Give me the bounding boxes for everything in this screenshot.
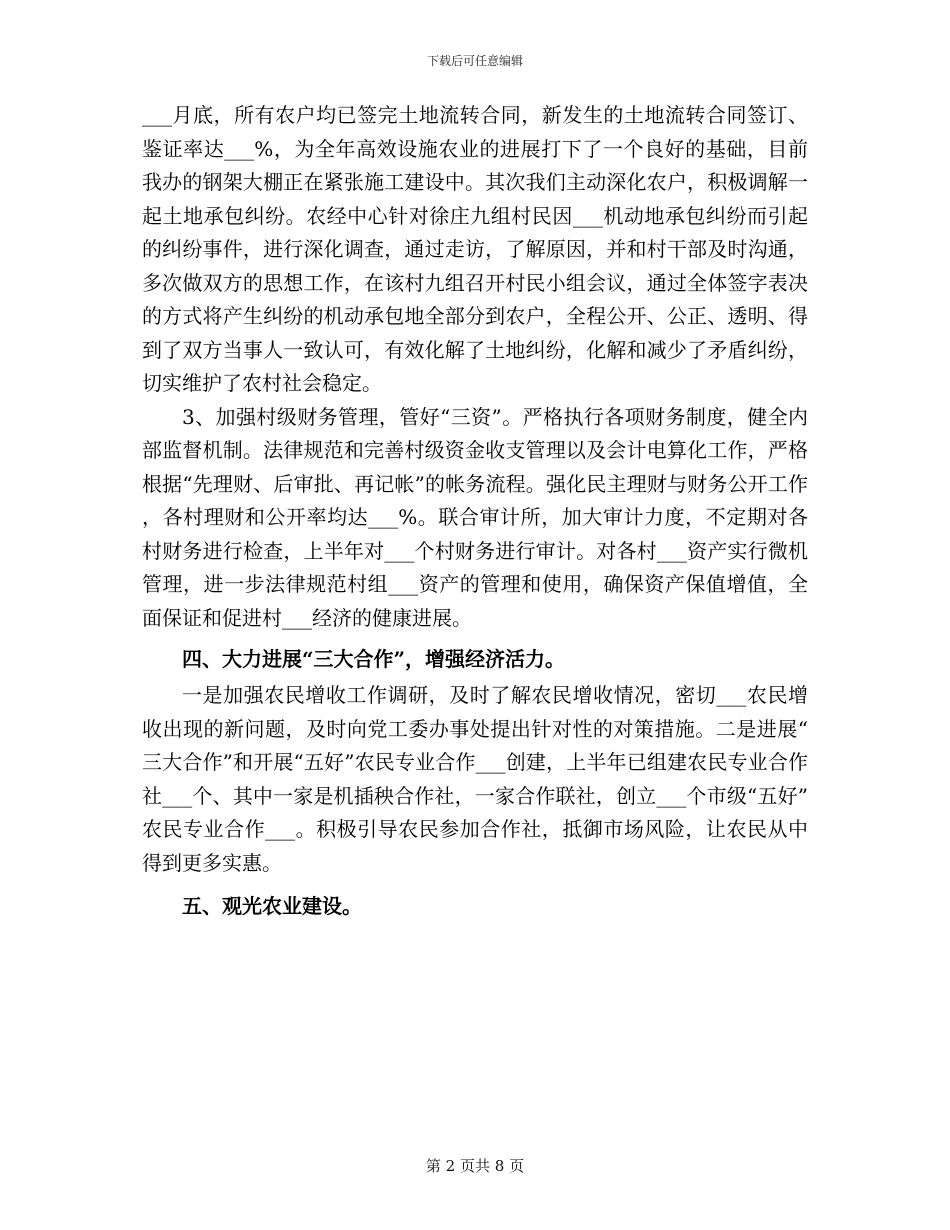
page-number: 第 2 页共 8 页 <box>425 1157 525 1175</box>
paragraph-village-finance: 3、加强村级财务管理，管好“三资”。严格执行各项财务制度，健全内部监督机制。法律规范和完善村级资金收支管理以及会计电算化工作，严格根据“先理财、后审批、再记帐”的帐务流程。强化民主理财与财务公开工作，各村理财和公开率均达___%。联合审计所，加大审计力度，不定期对各村财务进行检查，上半年对___个村财务进行审计。对各村___资产实行微机管理，进一步法律规范村组___资产的管理和使用，确保资产保值增值，全面保证和促进村___经济的健康进展。 <box>142 404 808 630</box>
paragraph-land-transfer: ___月底，所有农户均已签完土地流转合同，新发生的土地流转合同签订、鉴证率达___%，为全年高效设施农业的进展打下了一个良好的基础，目前我办的钢架大棚正在紧张施工建设中。其次我们主动深化农户，积极调解一起土地承包纠纷。农经中心针对徐庄九组村民因___机动地承包纠纷而引起的纠纷事件，进行深化调查，通过走访，了解原因，并和村干部及时沟通，多次做双方的思想工作，在该村九组召开村民小组会议，通过全体签字表决的方式将产生纠纷的机动承包地全部分到农户，全程公开、公正、透明、得到了双方当事人一致认可，有效化解了土地纠纷，化解和减少了矛盾纠纷，切实维护了农村社会稳定。 <box>142 103 808 395</box>
page-header: 下载后可任意编辑 <box>426 54 523 68</box>
section-heading-cooperation: 四、大力进展“三大合作”，增强经济活力。 <box>182 647 566 671</box>
document-body <box>142 99 808 926</box>
paragraph-cooperation: 一是加强农民增收工作调研，及时了解农民增收情况，密切___农民增收出现的新问题，及时向党工委办事处提出针对性的对策措施。二是进展“三大合作”和开展“五好”农民专业合作___创建，上半年已组建农民专业合作社___个、其中一家是机插秧合作社，一家合作联社，创立___个市级“五好”农民专业合作___。积极引导农民参加合作社，抵御市场风险，让农民从中得到更多实惠。 <box>142 683 808 875</box>
section-heading-tourism-agriculture: 五、观光农业建设。 <box>182 894 362 918</box>
